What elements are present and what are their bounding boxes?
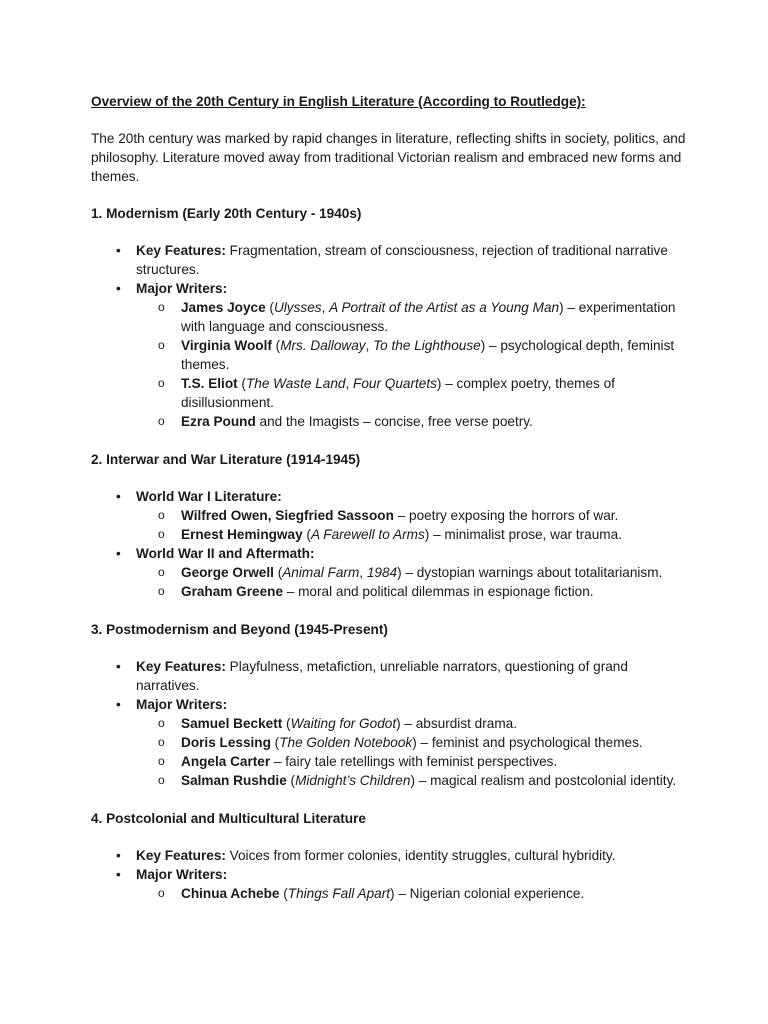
writer-works-open: (	[282, 716, 291, 731]
ww2-label: World War II and Aftermath:	[136, 546, 315, 561]
work-title: A Portrait of the Artist as a Young Man	[329, 300, 560, 315]
writer-name: Chinua Achebe	[181, 886, 280, 901]
writer-name: Doris Lessing	[181, 735, 271, 750]
writer-works-open: (	[273, 565, 283, 580]
writer-description: – moral and political dilemmas in espionage fiction.	[283, 584, 594, 599]
work-title: Midnight’s Children	[295, 773, 411, 788]
document-body	[91, 92, 691, 903]
work-separator: ,	[365, 338, 374, 353]
bullet-icon: •	[116, 546, 121, 561]
list-item	[91, 695, 691, 790]
writers-list	[136, 506, 691, 544]
sub-bullet-icon: o	[158, 716, 165, 730]
writer-item	[136, 752, 691, 771]
work-title: 1984	[366, 565, 398, 580]
work-title: Waiting for Godot	[290, 716, 397, 731]
sub-bullet-icon: o	[158, 565, 165, 579]
work-title: Four Quartets	[353, 376, 437, 391]
work-separator: ,	[345, 376, 354, 391]
writer-name: Angela Carter	[181, 754, 271, 769]
writer-name: Graham Greene	[181, 584, 283, 599]
section-heading-war-literature: 2. Interwar and War Literature (1914-1945)	[91, 452, 361, 467]
writer-name: Salman Rushdie	[181, 773, 287, 788]
major-writers-label: Major Writers:	[136, 867, 228, 882]
sub-bullet-icon: o	[158, 886, 165, 900]
work-separator: ,	[321, 300, 330, 315]
bullet-icon: •	[116, 848, 121, 863]
postcolonial-list	[91, 846, 691, 903]
sub-bullet-icon: o	[158, 773, 165, 787]
bullet-icon: •	[116, 697, 121, 712]
intro-paragraph: The 20th century was marked by rapid changes in literature, reflecting shifts in society, politics, and philosophy. Literature moved away from traditional Victorian realism and embraced new forms and themes.	[91, 131, 686, 184]
writer-description: – poetry exposing the horrors of war.	[393, 508, 619, 523]
writer-works-open: (	[270, 735, 280, 750]
document-title: Overview of the 20th Century in English Literature (According to Routledge):	[91, 94, 586, 109]
ww1-label: World War I Literature:	[136, 489, 282, 504]
writer-item	[136, 582, 691, 601]
section-heading-postcolonial: 4. Postcolonial and Multicultural Literature	[91, 811, 366, 826]
writer-description: ) – feminist and psychological themes.	[412, 735, 643, 750]
writer-description: ) – dystopian warnings about totalitarianism.	[397, 565, 663, 580]
writer-item	[136, 771, 691, 790]
key-features-label: Key Features:	[136, 848, 226, 863]
writer-description: ) – complex poetry, themes of disillusionment.	[181, 376, 615, 410]
list-item	[91, 544, 691, 601]
writers-list	[136, 563, 691, 601]
writer-description: ) – magical realism and postcolonial identity.	[410, 773, 677, 788]
bullet-icon: •	[116, 659, 121, 674]
writer-works-open: (	[279, 886, 288, 901]
work-title: Things Fall Apart	[287, 886, 391, 901]
key-features-label: Key Features:	[136, 243, 226, 258]
sub-bullet-icon: o	[158, 584, 165, 598]
writer-item	[136, 506, 691, 525]
sub-bullet-icon: o	[158, 527, 165, 541]
list-item	[91, 241, 691, 279]
sub-bullet-icon: o	[158, 338, 165, 352]
writer-item	[136, 733, 691, 752]
writer-description: ) – experimentation with language and consciousness.	[181, 300, 676, 334]
work-separator: ,	[359, 565, 367, 580]
writer-works-open: (	[271, 338, 281, 353]
major-writers-label: Major Writers:	[136, 697, 228, 712]
writer-description: – fairy tale retellings with feminist perspectives.	[270, 754, 558, 769]
writer-name: Virginia Woolf	[181, 338, 272, 353]
writer-name: T.S. Eliot	[181, 376, 238, 391]
bullet-icon: •	[116, 243, 121, 258]
writer-name: James Joyce	[181, 300, 266, 315]
work-title: To the Lighthouse	[373, 338, 481, 353]
postmodernism-list	[91, 657, 691, 790]
key-features-text: Playfulness, metafiction, unreliable narrators, questioning of grand narratives.	[136, 659, 628, 693]
war-literature-list	[91, 487, 691, 601]
writer-name: Ernest Hemingway	[181, 527, 303, 542]
key-features-text: Fragmentation, stream of consciousness, rejection of traditional narrative structures.	[136, 243, 668, 277]
writer-name: Samuel Beckett	[181, 716, 283, 731]
work-title: A Farewell to Arms	[310, 527, 425, 542]
writer-description: ) – Nigerian colonial experience.	[390, 886, 585, 901]
work-title: Animal Farm	[282, 565, 360, 580]
writer-name: George Orwell	[181, 565, 274, 580]
writer-item	[136, 412, 691, 431]
section-heading-modernism: 1. Modernism (Early 20th Century - 1940s)	[91, 206, 362, 221]
list-item	[91, 487, 691, 544]
writer-works-open: (	[302, 527, 311, 542]
key-features-label: Key Features:	[136, 659, 226, 674]
bullet-icon: •	[116, 489, 121, 504]
list-item	[91, 279, 691, 431]
writer-name: Wilfred Owen, Siegfried Sassoon	[181, 508, 394, 523]
sub-bullet-icon: o	[158, 414, 165, 428]
writer-description: ) – psychological depth, feminist themes.	[181, 338, 675, 372]
writers-list	[136, 298, 691, 431]
writer-description: ) – minimalist prose, war trauma.	[424, 527, 622, 542]
writer-item	[136, 374, 691, 412]
modernism-list	[91, 241, 691, 431]
writer-item	[136, 884, 691, 903]
writer-works-open: (	[237, 376, 246, 391]
list-item	[91, 865, 691, 903]
writer-description: and the Imagists – concise, free verse poetry.	[255, 414, 533, 429]
work-title: Mrs. Dalloway	[280, 338, 366, 353]
writer-item	[136, 714, 691, 733]
sub-bullet-icon: o	[158, 735, 165, 749]
bullet-icon: •	[116, 867, 121, 882]
bullet-icon: •	[116, 281, 121, 296]
writer-item	[136, 525, 691, 544]
writer-works-open: (	[286, 773, 296, 788]
sub-bullet-icon: o	[158, 300, 165, 314]
writer-item	[136, 298, 691, 336]
work-title: The Golden Notebook	[279, 735, 413, 750]
writer-description: ) – absurdist drama.	[396, 716, 517, 731]
writer-name: Ezra Pound	[181, 414, 256, 429]
section-heading-postmodernism: 3. Postmodernism and Beyond (1945-Present)	[91, 622, 388, 637]
work-title: The Waste Land	[245, 376, 346, 391]
writer-works-open: (	[265, 300, 274, 315]
sub-bullet-icon: o	[158, 376, 165, 390]
list-item	[91, 846, 691, 865]
work-title: Ulysses	[273, 300, 322, 315]
list-item	[91, 657, 691, 695]
writers-list	[136, 714, 691, 790]
writer-item	[136, 336, 691, 374]
writer-item	[136, 563, 691, 582]
key-features-text: Voices from former colonies, identity struggles, cultural hybridity.	[225, 848, 616, 863]
sub-bullet-icon: o	[158, 754, 165, 768]
sub-bullet-icon: o	[158, 508, 165, 522]
major-writers-label: Major Writers:	[136, 281, 228, 296]
writers-list	[136, 884, 691, 903]
